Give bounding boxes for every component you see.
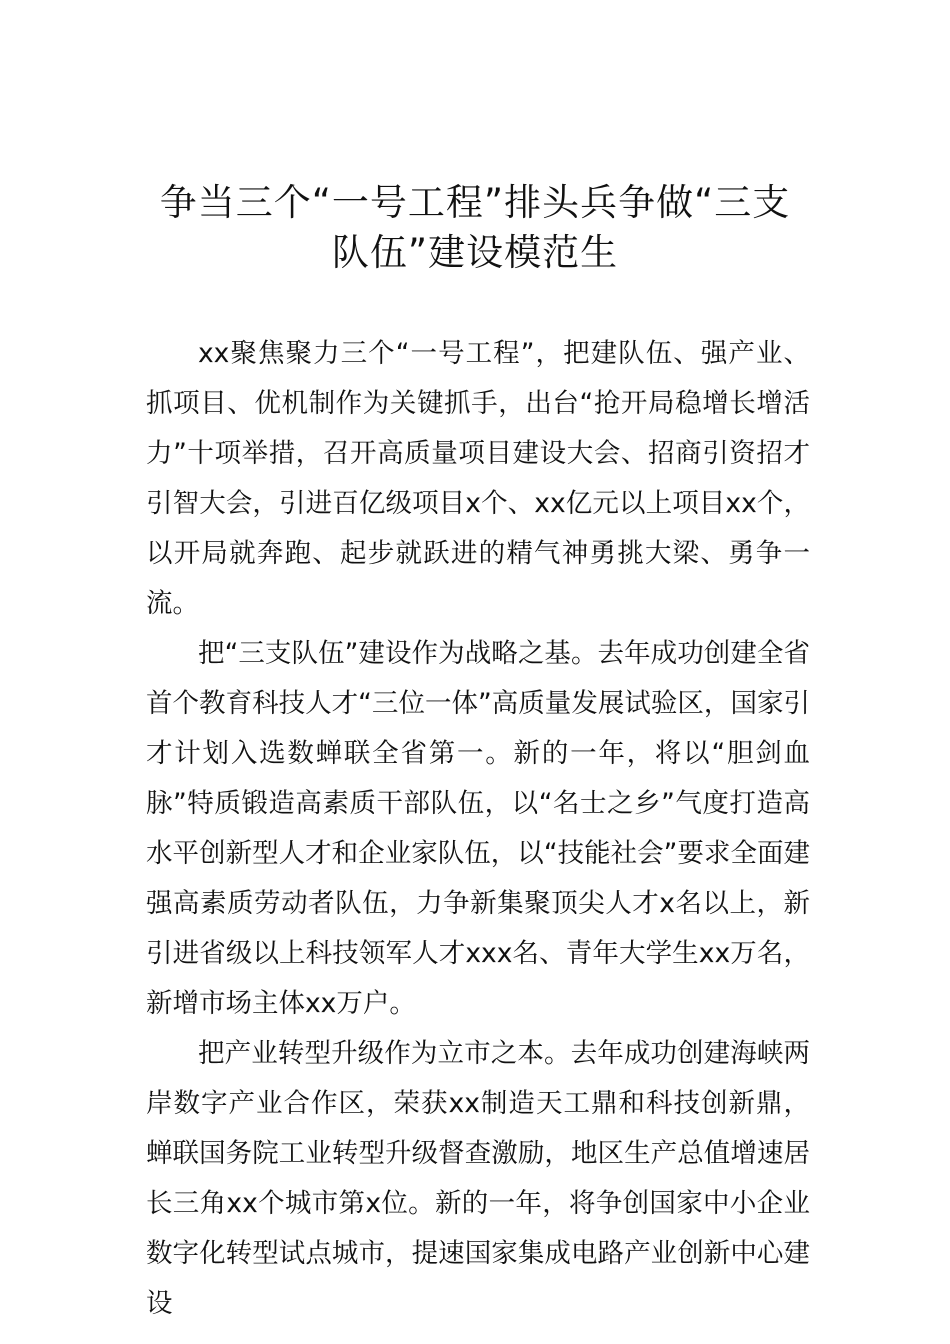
paragraph-1: xx聚焦聚力三个“一号工程”，把建队伍、强产业、抓项目、优机制作为关键抓手，出台“抢开局稳增长增活力”十项举措，召开高质量项目建设大会、招商引资招才引智大会，引进百亿级项目x个、xx亿元以上项目xx个，以开局就奔跑、起步就跃进的精气神勇挑大梁、勇争一流。 xyxy=(146,338,810,619)
paragraph-3: 把产业转型升级作为立市之本。去年成功创建海峡两岸数字产业合作区，荣获xx制造天工鼎和科技创新鼎，蝉联国务院工业转型升级督查激励，地区生产总值增速居长三角xx个城市第x位。新的一年，将争创国家中小企业数字化转型试点城市，提速国家集成电路产业创新中心建设 xyxy=(146,1038,810,1319)
paragraph-2: 把“三支队伍”建设作为战略之基。去年成功创建全省首个教育科技人才“三位一体”高质量发展试验区，国家引才计划入选数蝉联全省第一。新的一年，将以“胆剑血脉”特质锻造高素质干部队伍，以“名士之乡”气度打造高水平创新型人才和企业家队伍，以“技能社会”要求全面建强高素质劳动者队伍，力争新集聚顶尖人才x名以上，新引进省级以上科技领军人才xxx名、青年大学生xx万名，新增市场主体xx万户。 xyxy=(146,638,810,1019)
title-line-2: 队伍”建设模范生 xyxy=(331,231,619,274)
document-title xyxy=(150,178,800,278)
document-body xyxy=(146,329,810,1329)
title-line-1: 争当三个“一号工程”排头兵争做“三支 xyxy=(159,181,791,224)
